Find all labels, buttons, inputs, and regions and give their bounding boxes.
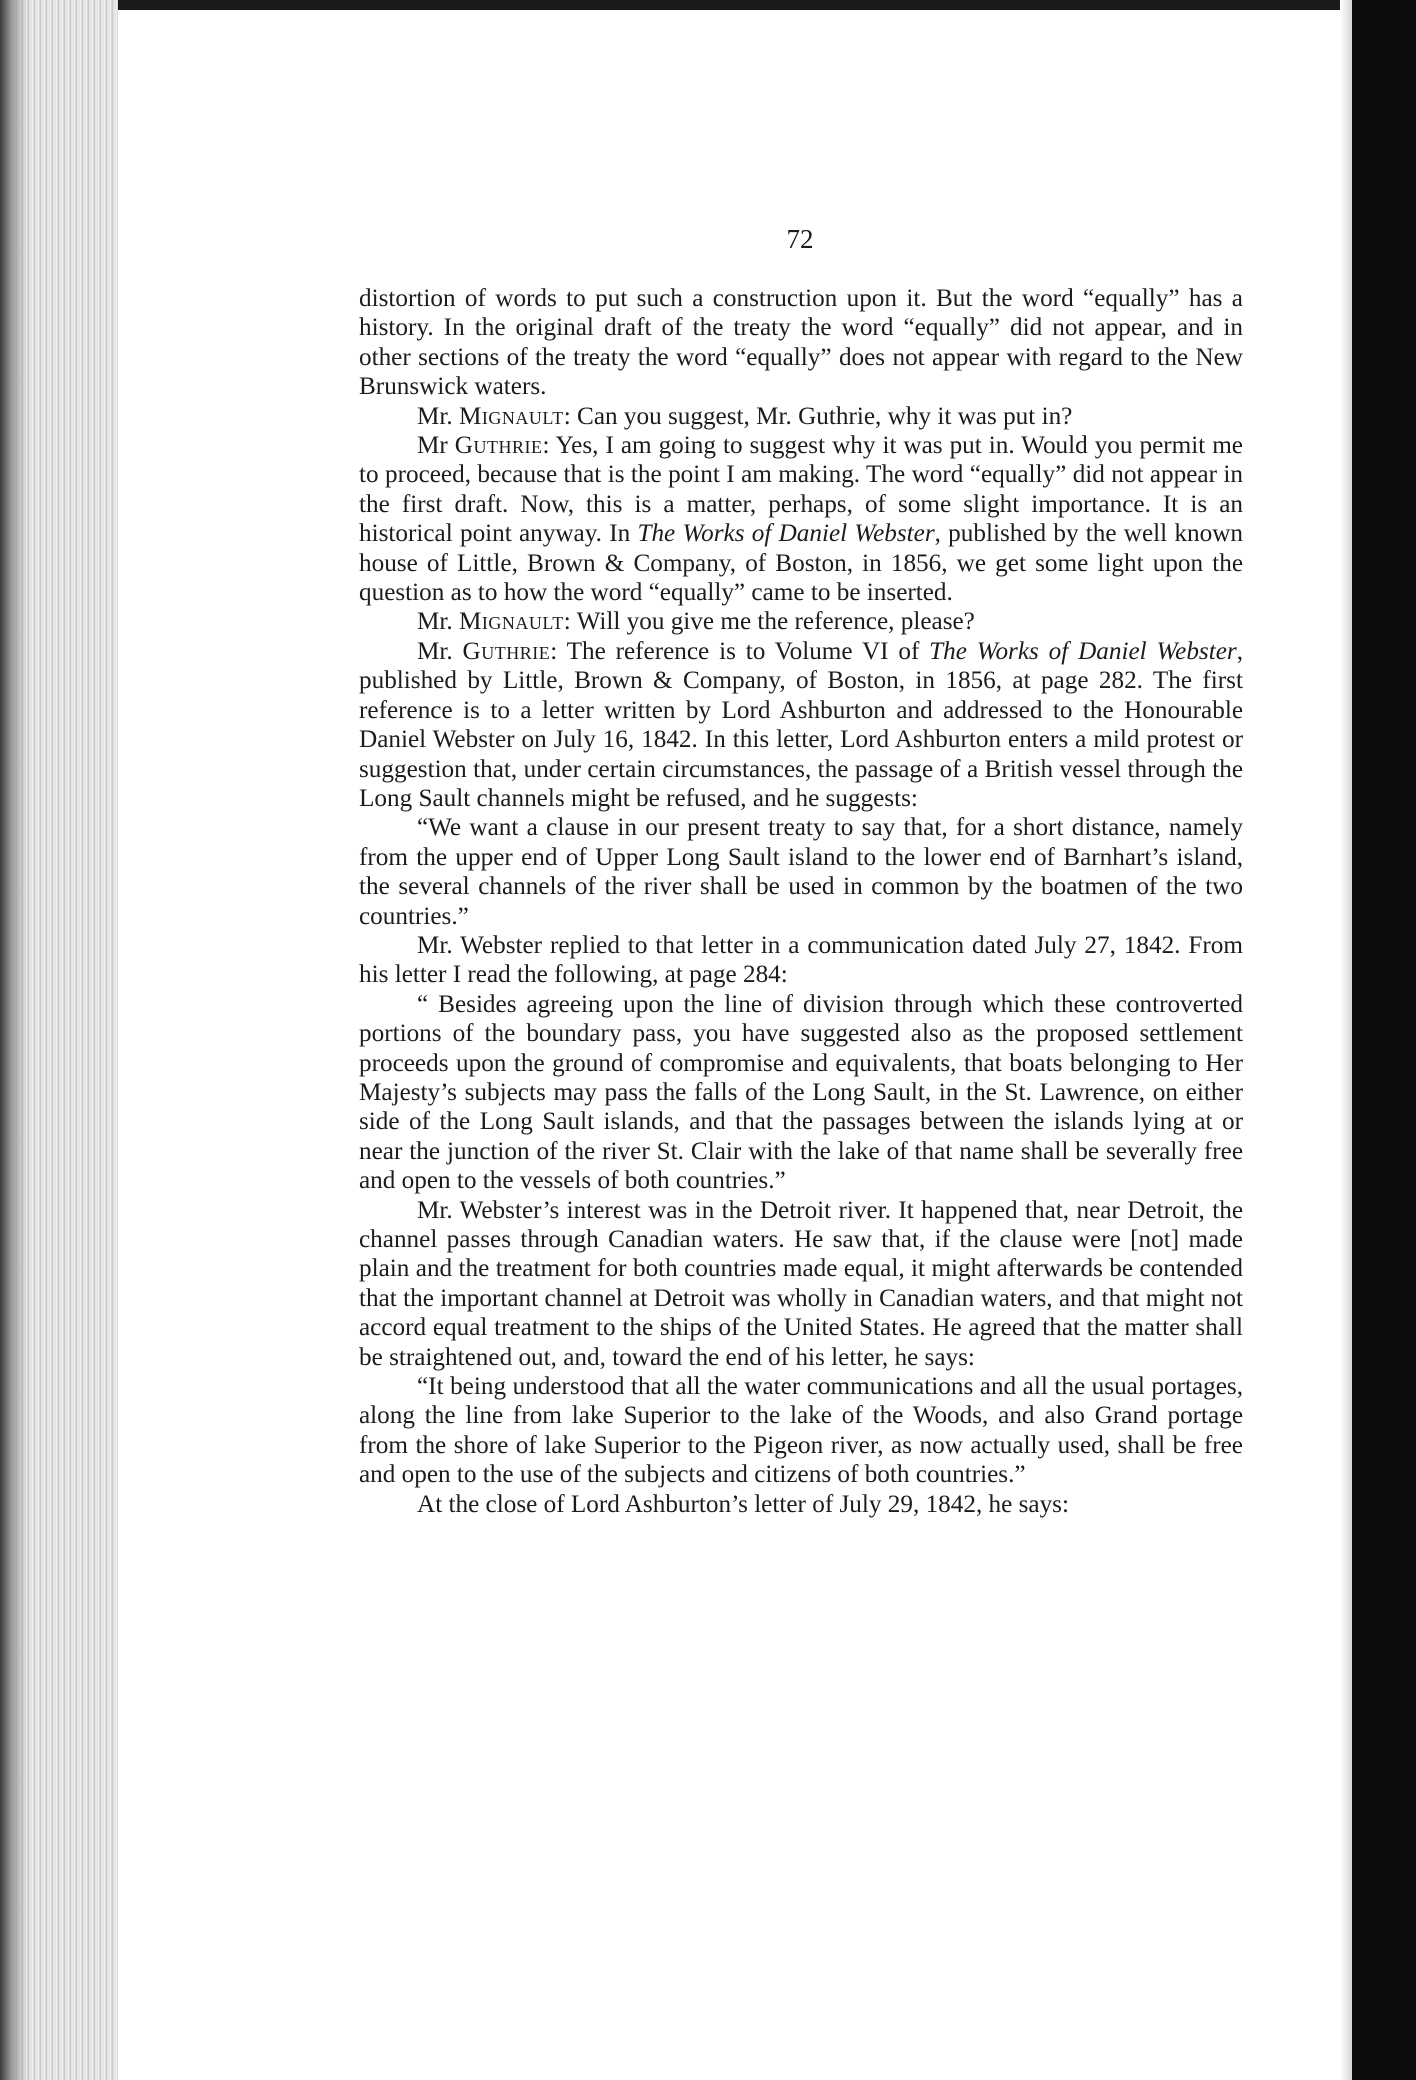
text-run: : Yes, I am going to suggest why it was put in. Would you permit me to proceed, because that is the point I am making. The word “equally” did not appear in the first draft. Now, this is a matter, perhaps, of some slight importance. It is an historical point anyway. In <box>359 432 1243 548</box>
paragraph <box>359 931 1243 990</box>
text-run: Mr. <box>417 402 459 430</box>
paragraph <box>359 402 1243 431</box>
text-run: “It being understood that all the water communications and all the usual portages, along the line from lake Superior to the lake of the Woods, and also Grand portage from the shore of lake Superior to the Pigeon river, as now actually used, shall be free and open to the use of the subjects and citizens of both countries.” <box>359 1373 1243 1489</box>
page-number: 72 <box>786 224 814 254</box>
binding-shadow <box>0 0 28 2080</box>
paragraph <box>359 284 1243 402</box>
text-run: : Will you give me the reference, please? <box>563 608 975 636</box>
speaker-name: Mignault <box>459 608 564 636</box>
speaker-name: Guthrie <box>462 637 551 665</box>
text-run: Mr <box>417 432 455 460</box>
text-run: Mr. Webster replied to that letter in a communication dated July 27, 1842. From his letter I read the following, at page 284: <box>359 931 1243 989</box>
paragraph <box>359 1490 1243 1519</box>
text-run: At the close of Lord Ashburton’s letter of July 29, 1842, he says: <box>417 1490 1069 1518</box>
speaker-name: Guthrie <box>454 432 543 460</box>
paragraph <box>359 637 1243 813</box>
paragraph <box>359 813 1243 931</box>
paragraph <box>359 607 1243 636</box>
text-run: , published by the well known house of Little, Brown & Company, of Boston, in 1856, we get some light upon the question as to how the word “equally” came to be inserted. <box>359 520 1243 607</box>
page-right-edge <box>1352 0 1416 2080</box>
paragraph <box>359 431 1243 607</box>
paragraph <box>359 990 1243 1196</box>
text-run: : Can you suggest, Mr. Guthrie, why it was put in? <box>563 402 1073 430</box>
text-run: “ Besides agreeing upon the line of division through which these controverted portions of the boundary pass, you have suggested also as the proposed settlement proceeds upon the ground of compromise and equivalents, that boats belonging to Her Majesty’s subjects may pass the falls of the Long Sault, in the St. Lawrence, on either side of the Long Sault islands, and that the passages between the islands lying at or near the junction of the river St. Clair with the lake of that name shall be severally free and open to the vessels of both countries.” <box>359 990 1243 1195</box>
speaker-name: Mignault <box>459 402 564 430</box>
text-run: Mr. Webster’s interest was in the Detroit river. It happened that, near Detroit, the channel passes through Canadian waters. He saw that, if the clause were [not] made plain and the treatment for both countries made equal, it might afterwards be contended that the important channel at Detroit was wholly in Canadian waters, and that might not accord equal treatment to the ships of the United States. He agreed that the matter shall be straightened out, and, toward the end of his letter, he says: <box>359 1196 1243 1371</box>
text-run: Mr. <box>417 608 459 636</box>
page-top-edge <box>0 0 1416 10</box>
text-run: : The reference is to Volume VI of <box>550 637 930 665</box>
text-run: distortion of words to put such a construction upon it. But the word “equally” has a history. In the original draft of the treaty the word “equally” did not appear, and in other sections of the treaty the word “equally” does not appear with regard to the New Brunswick waters. <box>359 285 1243 401</box>
text-run: , published by Little, Brown & Company, of Boston, in 1856, at page 282. The first reference is to a letter written by Lord Ashburton and addressed to the Honourable Daniel Webster on July 16, 1842. In this letter, Lord Ashburton enters a mild protest or suggestion that, under certain circumstances, the passage of a British vessel through the Long Sault channels might be refused, and he suggests: <box>359 637 1243 812</box>
text-run: Mr. <box>417 637 463 665</box>
body-text <box>359 284 1243 1519</box>
paragraph <box>359 1196 1243 1372</box>
text-run: “We want a clause in our present treaty to say that, for a short distance, namely from the upper end of Upper Long Sault island to the lower end of Barnhart’s island, the several channels of the river shall be used in common by the boatmen of the two countries.” <box>359 814 1243 930</box>
paragraph <box>359 1372 1243 1490</box>
book-title: The Works of Daniel Webster <box>637 520 935 548</box>
book-title: The Works of Daniel Webster <box>929 637 1237 665</box>
